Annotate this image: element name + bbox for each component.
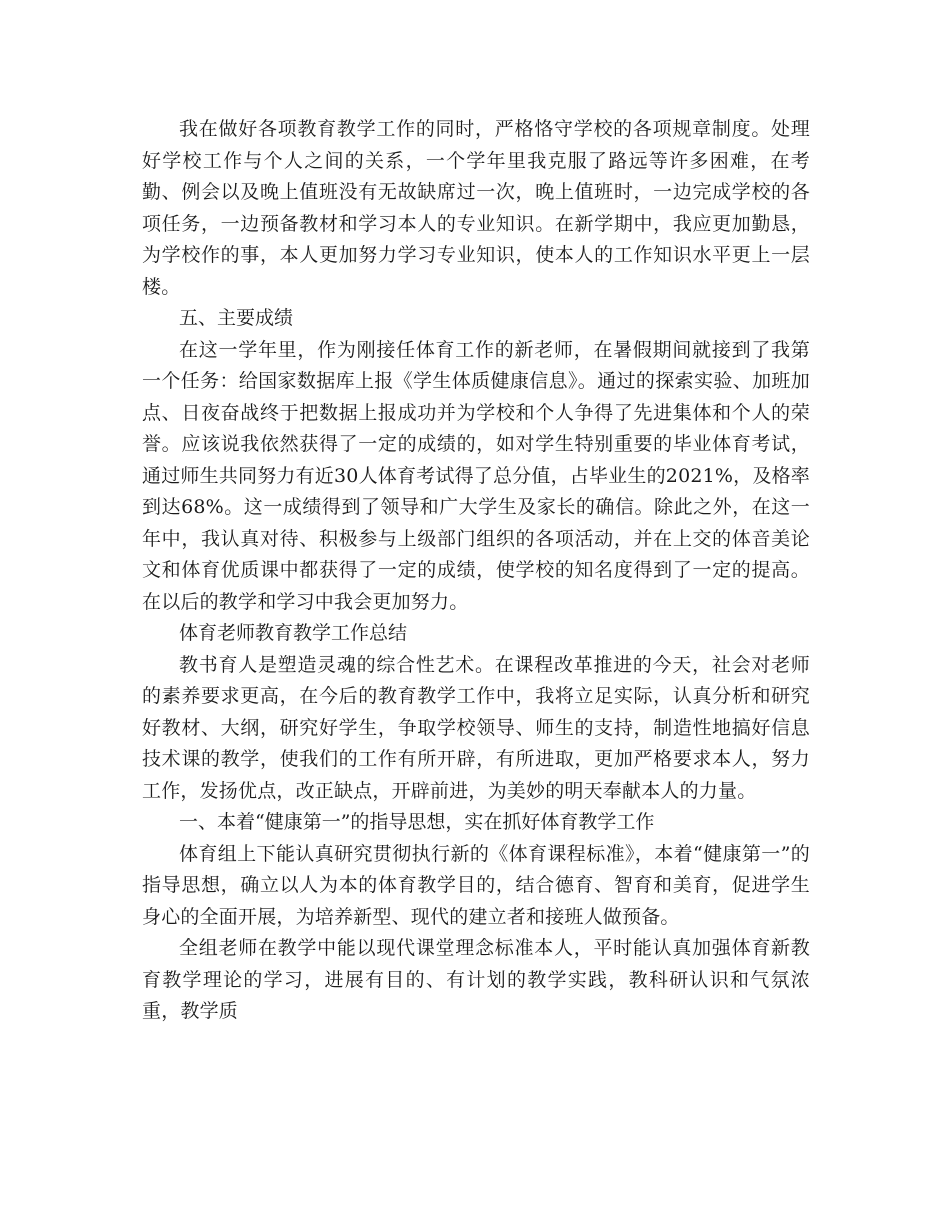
paragraph-teaching-practice: 全组老师在教学中能以现代课堂理念标准本人，平时能认真加强体育新教育教学理论的学习，进展有目的、有计划的教学实践，教科研认识和气氛浓重，教学质 — [142, 937, 810, 1022]
heading-main-achievements: 五、主要成绩 — [179, 307, 294, 329]
heading-summary-title: 体育老师教育教学工作总结 — [179, 622, 408, 644]
paragraph-achievements: 在这一学年里，作为刚接任体育工作的新老师，在暑假期间就接到了我第一个任务：给国家数据库上报《学生体质健康信息》。通过的探索实验、加班加点、日夜奋战终于把数据上报成功并为学校和个人争得了先进集体和个人的荣誉。应该说我依然获得了一定的成绩的，如对学生特别重要的毕业体育考试，通过师生共同努力有近30人体育考试得了总分值，占毕业生的2021%，及格率到达68%。这一成绩得到了领导和广大学生及家长的确信。除此之外，在这一年中，我认真对待、积极参与上级部门组织的各项活动，并在上交的体音美论文和体育优质课中都获得了一定的成绩，使学校的知名度得到了一定的提高。在以后的教学和学习中我会更加努力。 — [142, 338, 810, 613]
paragraph-school-rules: 我在做好各项教育教学工作的同时，严格恪守学校的各项规章制度。处理好学校工作与个人之间的关系，一个学年里我克服了路远等许多困难，在考勤、例会以及晚上值班没有无故缺席过一次，晚上值班时，一边完成学校的各项任务，一边预备教材和学习本人的专业知识。在新学期中，我应更加勤恳，为学校作的事，本人更加努力学习专业知识，使本人的工作知识水平更上一层楼。 — [142, 118, 810, 298]
paragraph-curriculum-standard: 体育组上下能认真研究贯彻执行新的《体育课程标准》，本着“健康第一”的指导思想，确立以人为本的体育教学目的，结合德育、智育和美育，促进学生身心的全面开展，为培养新型、现代的建立者和接班人做预备。 — [142, 842, 810, 928]
heading-health-first: 一、本着“健康第一”的指导思想，实在抓好体育教学工作 — [179, 811, 655, 833]
paragraph-teaching-art: 教书育人是塑造灵魂的综合性艺术。在课程改革推进的今天，社会对老师的素养要求更高，在今后的教育教学工作中，我将立足实际，认真分析和研究好教材、大纲，研究好学生，争取学校领导、师生的支持，制造性地搞好信息技术课的教学，使我们的工作有所开辟，有所进取，更加严格要求本人，努力工作，发扬优点，改正缺点，开辟前进，为美妙的明天奉献本人的力量。 — [142, 653, 810, 802]
document-body — [142, 114, 810, 1028]
